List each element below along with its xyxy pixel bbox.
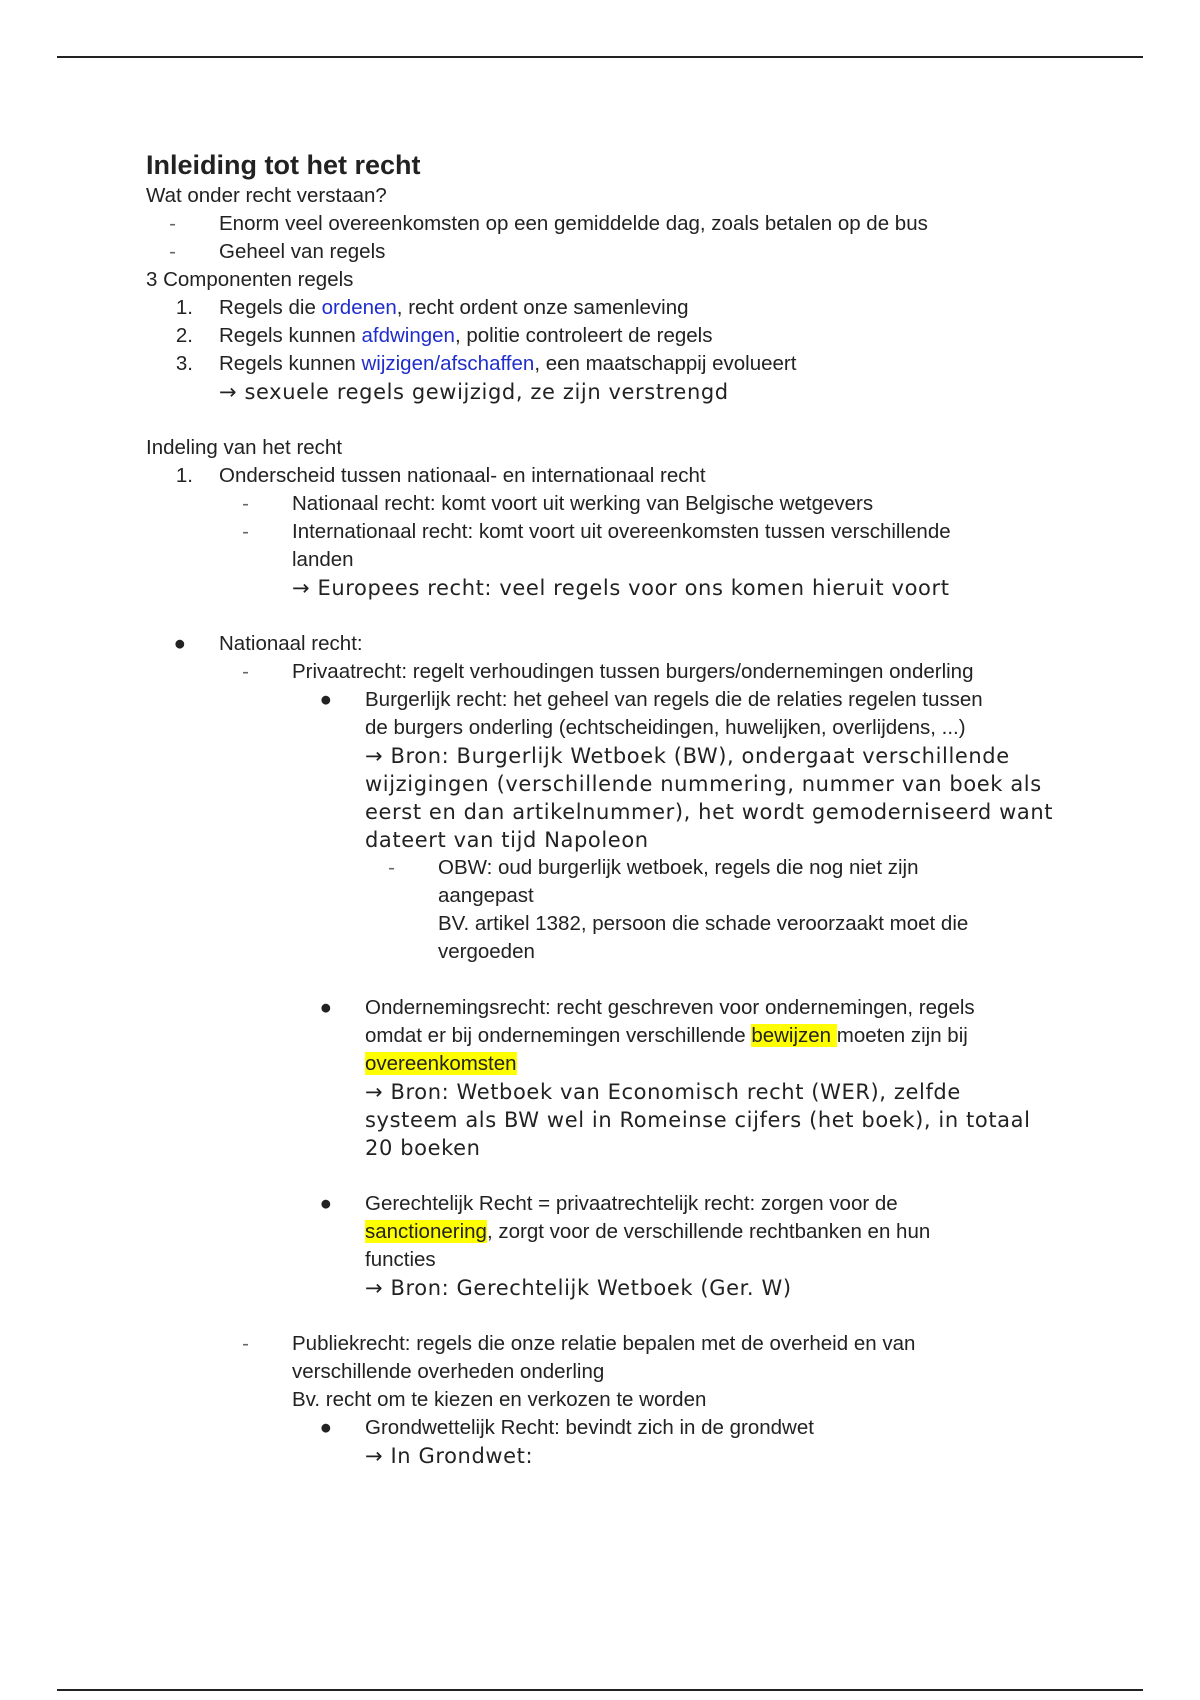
number-marker: 1. [175, 296, 193, 319]
continuation-line: functies [365, 1248, 436, 1271]
item-text: , politie controleert de regels [454, 324, 713, 347]
bullet-text: Grondwettelijk Recht: bevindt zich in de grondwet [365, 1416, 814, 1439]
list-item-text: Publiekrecht: regels die onze relatie bepalen met de overheid en van [292, 1332, 916, 1355]
note-line: systeem als BW wel in Romeinse cijfers (het boek), in totaal [365, 1108, 1031, 1132]
heading-componenten: 3 Componenten regels [146, 268, 354, 291]
list-item [146, 518, 1086, 546]
dash-marker: - [242, 520, 249, 543]
keyword-ordenen: ordenen [321, 296, 397, 319]
item-text: Regels kunnen [219, 324, 362, 347]
list-item-text: Privaatrecht: regelt verhoudingen tussen burgers/ondernemingen onderling [292, 660, 974, 683]
item-text: Onderscheid tussen nationaal- en internationaal recht [219, 464, 706, 487]
highlight-bewijzen: bewijzen [751, 1024, 837, 1047]
bullet-marker: ● [319, 1416, 332, 1439]
spacer [146, 406, 1086, 434]
list-item [146, 854, 1086, 882]
page-title: Inleiding tot het recht [146, 150, 421, 180]
numbered-item [146, 322, 1086, 350]
continuation-line: Bv. recht om te kiezen en verkozen te worden [292, 1388, 707, 1411]
bullet-item [146, 1414, 1086, 1442]
line-text: moeten zijn bij [836, 1024, 968, 1047]
continuation-line: landen [292, 548, 354, 571]
bullet-text: Gerechtelijk Recht = privaatrechtelijk recht: zorgen voor de [365, 1192, 898, 1215]
list-item-text: Nationaal recht: komt voort uit werking van Belgische wetgevers [292, 492, 874, 515]
note-line: wijzigingen (verschillende nummering, nummer van boek als [365, 772, 1042, 796]
note-line: → Bron: Gerechtelijk Wetboek (Ger. W) [365, 1276, 792, 1300]
bullet-item [146, 630, 1086, 658]
dash-marker: - [242, 492, 249, 515]
dash-marker: - [169, 240, 176, 263]
dash-marker: - [169, 212, 176, 235]
number-marker: 2. [175, 324, 193, 347]
heading-recht-verstaan: Wat onder recht verstaan? [146, 184, 387, 207]
note-line: → Bron: Wetboek van Economisch recht (WER), zelfde [365, 1080, 961, 1104]
list-item-text: OBW: oud burgerlijk wetboek, regels die nog niet zijn [438, 856, 919, 879]
numbered-item [146, 294, 1086, 322]
keyword-afdwingen: afdwingen [361, 324, 455, 347]
spacer [146, 1162, 1086, 1190]
line-text: omdat er bij ondernemingen verschillende [365, 1024, 752, 1047]
list-item-text: Geheel van regels [219, 240, 386, 263]
header-rule [57, 56, 1143, 58]
bullet-marker: ● [173, 632, 186, 655]
line-text: , zorgt voor de verschillende rechtbanken en hun [486, 1220, 931, 1243]
list-item [146, 1330, 1086, 1358]
numbered-item [146, 462, 1086, 490]
note-line: eerst en dan artikelnummer), het wordt gemoderniseerd want [365, 800, 1054, 824]
bullet-text: Burgerlijk recht: het geheel van regels die de relaties regelen tussen [365, 688, 983, 711]
bullet-item [146, 686, 1086, 714]
list-item [146, 238, 1086, 266]
highlight-overeenkomsten: overeenkomsten [365, 1052, 517, 1075]
numbered-item [146, 350, 1086, 378]
list-item [146, 658, 1086, 686]
bullet-marker: ● [319, 1192, 332, 1215]
note-line: 20 boeken [365, 1136, 481, 1160]
continuation-line [146, 1022, 1086, 1050]
note-line: dateert van tijd Napoleon [365, 828, 649, 852]
continuation-line: verschillende overheden onderling [292, 1360, 605, 1383]
dash-marker: - [242, 660, 249, 683]
list-item-text: Enorm veel overeenkomsten op een gemiddelde dag, zoals betalen op de bus [219, 212, 928, 235]
spacer [146, 966, 1086, 994]
continuation-line: de burgers onderling (echtscheidingen, huwelijken, overlijdens, ...) [365, 716, 966, 739]
continuation-line: BV. artikel 1382, persoon die schade veroorzaakt moet die [438, 912, 969, 935]
document-body [146, 148, 1086, 1470]
item-text: , een maatschappij evolueert [534, 352, 797, 375]
note-line: → In Grondwet: [365, 1444, 534, 1468]
spacer [146, 1302, 1086, 1330]
continuation-line [146, 1050, 1086, 1078]
continuation-line: aangepast [438, 884, 534, 907]
list-item [146, 490, 1086, 518]
bullet-marker: ● [319, 996, 332, 1019]
bullet-text: Nationaal recht: [219, 632, 363, 655]
bullet-text: Ondernemingsrecht: recht geschreven voor ondernemingen, regels [365, 996, 975, 1019]
dash-marker: - [388, 856, 395, 879]
number-marker: 3. [175, 352, 193, 375]
continuation-line: vergoeden [438, 940, 535, 963]
note-line: → Bron: Burgerlijk Wetboek (BW), ondergaat verschillende [365, 744, 1010, 768]
item-text: Regels kunnen [219, 352, 362, 375]
note-line: → sexuele regels gewijzigd, ze zijn verstrengd [219, 380, 729, 404]
spacer [146, 602, 1086, 630]
item-text: Regels die [219, 296, 322, 319]
dash-marker: - [242, 1332, 249, 1355]
list-item-text: Internationaal recht: komt voort uit overeenkomsten tussen verschillende [292, 520, 951, 543]
continuation-line [146, 1218, 1086, 1246]
heading-indeling: Indeling van het recht [146, 436, 343, 459]
note-line: → Europees recht: veel regels voor ons komen hieruit voort [292, 576, 950, 600]
list-item [146, 210, 1086, 238]
keyword-wijzigen: wijzigen/afschaffen [361, 352, 535, 375]
item-text: , recht ordent onze samenleving [396, 296, 689, 319]
number-marker: 1. [175, 464, 193, 487]
bullet-marker: ● [319, 688, 332, 711]
bullet-item [146, 994, 1086, 1022]
footer-rule [57, 1689, 1143, 1691]
bullet-item [146, 1190, 1086, 1218]
highlight-sanctionering: sanctionering [365, 1220, 487, 1243]
